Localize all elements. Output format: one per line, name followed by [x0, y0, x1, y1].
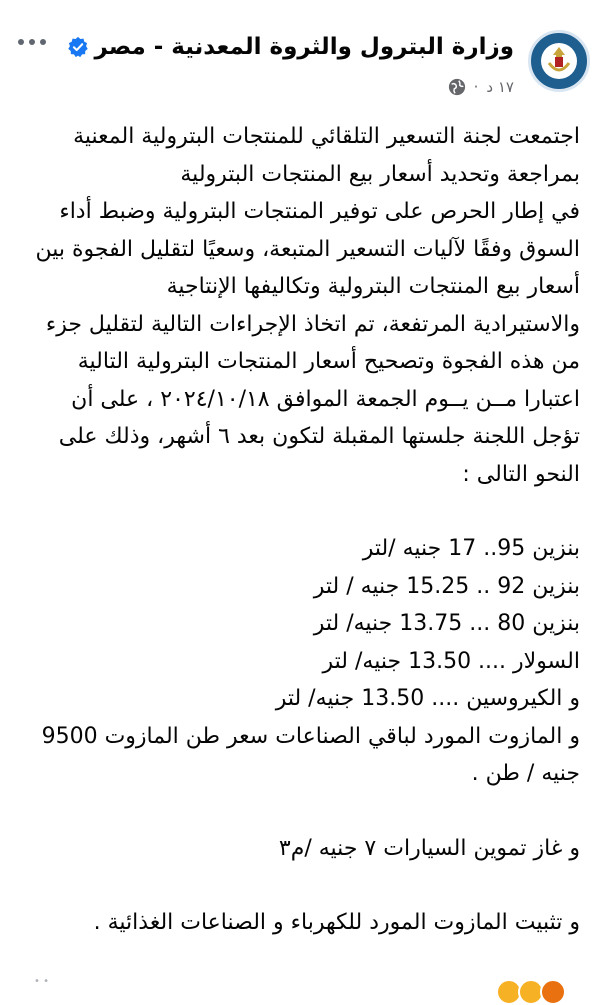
fixed-line: و تثبيت المازوت المورد للكهرباء و الصناعات الغذائية . [93, 910, 580, 935]
post-line: اعتبارا مــن يــوم الجمعة الموافق ٢٠٢٤/١٠/١٨ ، على أن [71, 386, 580, 412]
verified-badge-icon [67, 36, 89, 58]
gas-line: و غاز تموين السيارات ٧ جنيه /م٣ [278, 835, 580, 861]
angry-reaction-icon [540, 979, 566, 1005]
post-line: بمراجعة وتحديد أسعار بيع المنتجات البترولية [180, 161, 580, 187]
bottom-divider: • • [34, 976, 49, 987]
post-header [0, 0, 600, 110]
post-line: في إطار الحرص على توفير المنتجات البترولية وضبط أداء [59, 199, 580, 224]
post-line: أسعار بيع المنتجات البترولية وتكاليفها الإنتاجية [166, 274, 580, 299]
post-line: النحو التالى : [462, 461, 580, 487]
avatar[interactable] [528, 30, 590, 92]
post-line: والاستيرادية المرتفعة، تم اتخاذ الإجراءات التالية لتقليل جزء [45, 311, 580, 337]
price-line: و المازوت المورد لباقي الصناعات سعر طن المازوت 9500 [41, 723, 580, 749]
spacer [20, 493, 580, 530]
spacer [20, 793, 580, 830]
price-line: السولار .... 13.50 جنيه/ لتر [322, 648, 580, 674]
price-line: بنزين 80 ... 13.75 جنيه/ لتر [313, 611, 580, 636]
spacer [20, 867, 580, 904]
more-options-button[interactable] [12, 30, 52, 54]
more-options-icon [18, 39, 24, 45]
ministry-seal-icon [531, 33, 587, 89]
post-line: من هذه الفجوة وتصحيح أسعار المنتجات البترولية التالية [77, 349, 580, 374]
post-meta [448, 78, 514, 96]
price-line: بنزين 95.. 17 جنيه /لتر [362, 536, 580, 561]
post-timestamp[interactable]: ١٧ د [486, 78, 514, 96]
price-line: و الكيروسين .... 13.50 جنيه/ لتر [275, 686, 580, 711]
page-name[interactable]: وزارة البترول والثروة المعدنية - مصر [94, 34, 514, 60]
reaction-icons[interactable] [500, 979, 580, 993]
post-text [20, 118, 580, 942]
post-line: تؤجل اللجنة جلستها المقبلة لتكون بعد ٦ أشهر، وذلك على [58, 424, 580, 449]
meta-separator: · [473, 78, 479, 96]
page-name-row [67, 34, 514, 60]
price-line: جنيه / طن . [471, 761, 580, 786]
globe-icon[interactable] [448, 78, 466, 96]
post-line: السوق وفقًا لآليات التسعير المتبعة، وسعيًا لتقليل الفجوة بين [35, 236, 580, 262]
price-line: بنزين 92 .. 15.25 جنيه / لتر [313, 573, 580, 599]
post-line: اجتمعت لجنة التسعير التلقائي للمنتجات البترولية المعنية [73, 124, 580, 149]
